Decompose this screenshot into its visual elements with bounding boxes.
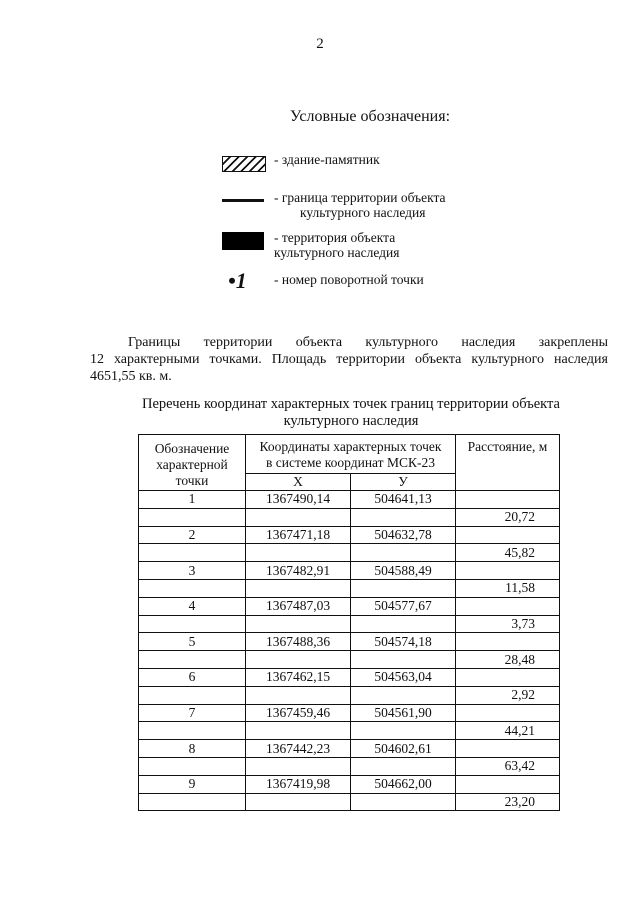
legend-text — [274, 190, 446, 220]
cell-distance — [456, 597, 560, 615]
cell-point: 9 — [139, 775, 246, 793]
cell-y: 504574,18 — [351, 633, 456, 651]
cell-y: 504641,13 — [351, 491, 456, 509]
table-row — [139, 579, 560, 597]
cell-y: 504632,78 — [351, 526, 456, 544]
cell-point: 7 — [139, 704, 246, 722]
area-paragraph — [90, 334, 608, 385]
cell-distance — [456, 668, 560, 686]
cell-distance: 63,42 — [456, 757, 560, 775]
caption-line: Перечень координат характерных точек границ территории объекта — [142, 396, 560, 412]
legend-line: - здание-памятник — [274, 152, 380, 167]
header-x: X — [246, 474, 351, 491]
cell-x: 1367490,14 — [246, 491, 351, 509]
paragraph-line: Границы территории объекта культурного наследия закреплены — [128, 335, 608, 350]
table-row — [139, 793, 560, 811]
cell-y — [351, 615, 456, 633]
table-row — [139, 562, 560, 580]
table-row — [139, 740, 560, 758]
header-y: У — [351, 474, 456, 491]
table-row — [139, 704, 560, 722]
cell-point — [139, 615, 246, 633]
cell-y — [351, 793, 456, 811]
table-row — [139, 508, 560, 526]
legend-item-monument — [222, 152, 512, 192]
cell-x — [246, 544, 351, 562]
cell-distance: 11,58 — [456, 579, 560, 597]
cell-x — [246, 757, 351, 775]
legend-line: - номер поворотной точки — [274, 272, 424, 287]
cell-y — [351, 722, 456, 740]
cell-y: 504563,04 — [351, 668, 456, 686]
table-row — [139, 615, 560, 633]
line-icon — [222, 199, 264, 202]
cell-y — [351, 757, 456, 775]
cell-distance: 44,21 — [456, 722, 560, 740]
cell-distance — [456, 562, 560, 580]
hatch-icon — [222, 156, 266, 172]
cell-point — [139, 579, 246, 597]
cell-point — [139, 686, 246, 704]
cell-point: 2 — [139, 526, 246, 544]
page-number: 2 — [316, 36, 324, 52]
legend-item-territory — [222, 230, 512, 270]
cell-y — [351, 544, 456, 562]
legend-title: Условные обозначения: — [289, 108, 451, 125]
cell-distance: 23,20 — [456, 793, 560, 811]
cell-x — [246, 793, 351, 811]
cell-x — [246, 651, 351, 669]
cell-y: 504561,90 — [351, 704, 456, 722]
cell-y — [351, 508, 456, 526]
legend-line: культурного наследия — [274, 245, 400, 260]
cell-distance: 45,82 — [456, 544, 560, 562]
cell-y: 504662,00 — [351, 775, 456, 793]
cell-x — [246, 615, 351, 633]
cell-x: 1367488,36 — [246, 633, 351, 651]
legend-text — [274, 272, 424, 287]
cell-x — [246, 579, 351, 597]
table-body — [139, 491, 560, 811]
point-icon: •1 — [228, 268, 247, 293]
cell-distance — [456, 633, 560, 651]
cell-point — [139, 544, 246, 562]
cell-x — [246, 722, 351, 740]
cell-point: 8 — [139, 740, 246, 758]
legend-item-point — [222, 268, 512, 312]
cell-y — [351, 579, 456, 597]
paragraph-rest: 12 характерными точками. Площадь территории объекта культурного наследия 4651,55 кв. м. — [90, 352, 608, 384]
cell-distance — [456, 775, 560, 793]
cell-distance — [456, 526, 560, 544]
cell-y — [351, 651, 456, 669]
table-row — [139, 633, 560, 651]
cell-distance: 3,73 — [456, 615, 560, 633]
cell-x: 1367471,18 — [246, 526, 351, 544]
cell-point: 3 — [139, 562, 246, 580]
cell-point: 5 — [139, 633, 246, 651]
cell-x — [246, 508, 351, 526]
table-caption — [122, 396, 580, 430]
cell-y: 504602,61 — [351, 740, 456, 758]
cell-x — [246, 686, 351, 704]
cell-x: 1367459,46 — [246, 704, 351, 722]
cell-distance — [456, 740, 560, 758]
table-row — [139, 757, 560, 775]
cell-point — [139, 722, 246, 740]
legend-item-boundary — [222, 190, 512, 230]
table-row — [139, 491, 560, 509]
cell-y: 504588,49 — [351, 562, 456, 580]
table-row — [139, 651, 560, 669]
cell-x: 1367487,03 — [246, 597, 351, 615]
table-row — [139, 526, 560, 544]
cell-y: 504577,67 — [351, 597, 456, 615]
header-point: Обозначение характерной точки — [139, 435, 246, 491]
table-row — [139, 722, 560, 740]
cell-distance: 20,72 — [456, 508, 560, 526]
cell-distance — [456, 704, 560, 722]
coordinates-table — [138, 434, 560, 811]
cell-x: 1367442,23 — [246, 740, 351, 758]
cell-y — [351, 686, 456, 704]
caption-line: культурного наследия — [283, 413, 419, 429]
cell-point — [139, 793, 246, 811]
table-row — [139, 597, 560, 615]
cell-point: 4 — [139, 597, 246, 615]
cell-x: 1367419,98 — [246, 775, 351, 793]
legend-text — [274, 152, 380, 167]
filled-rect-icon — [222, 232, 264, 250]
table-row — [139, 544, 560, 562]
cell-distance: 2,92 — [456, 686, 560, 704]
cell-point: 1 — [139, 491, 246, 509]
header-distance: Расстояние, м — [456, 435, 560, 491]
cell-x: 1367462,15 — [246, 668, 351, 686]
cell-x: 1367482,91 — [246, 562, 351, 580]
table-row — [139, 668, 560, 686]
cell-distance — [456, 491, 560, 509]
legend-line: - граница территории объекта — [274, 190, 446, 205]
cell-point — [139, 757, 246, 775]
cell-distance: 28,48 — [456, 651, 560, 669]
header-coords: Координаты характерных точек в системе координат МСК-23 — [246, 435, 456, 474]
legend-line: - территория объекта — [274, 230, 396, 245]
legend-text — [274, 230, 400, 260]
table-row — [139, 686, 560, 704]
cell-point: 6 — [139, 668, 246, 686]
cell-point — [139, 651, 246, 669]
legend-line: культурного наследия — [300, 205, 426, 220]
cell-point — [139, 508, 246, 526]
table-row — [139, 775, 560, 793]
